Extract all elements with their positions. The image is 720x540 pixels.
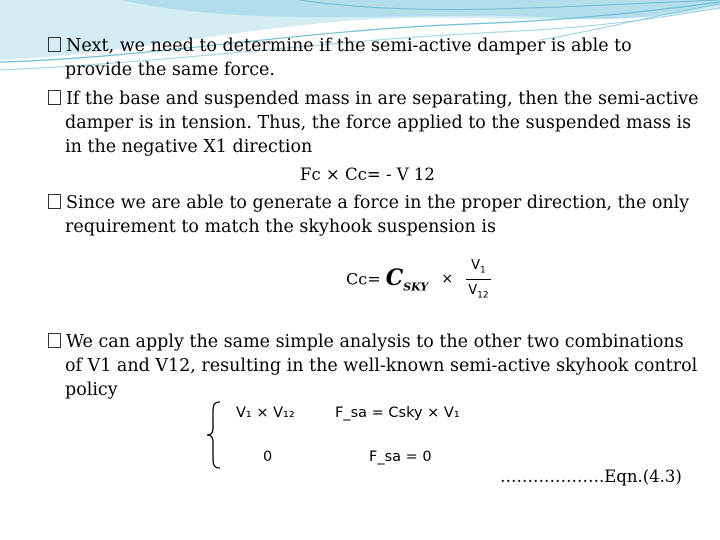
den-sub: 12 bbox=[477, 290, 489, 301]
bullet-box-icon bbox=[48, 333, 61, 348]
num-sub: 1 bbox=[479, 265, 486, 276]
bullet-box-icon bbox=[48, 37, 61, 52]
bullet-2 bbox=[48, 87, 705, 159]
result-1: F_sa = Csky × V₁ bbox=[335, 405, 460, 421]
bullet-4-text: We can apply the same simple analysis to the other two combinations of V1 and V12, resulting in the well-known semi-active skyhook control policy bbox=[65, 332, 698, 400]
v1-over-v12-fraction bbox=[466, 258, 490, 300]
formula-cc-lhs: Cc= bbox=[346, 269, 381, 289]
times-sign: × bbox=[441, 271, 454, 288]
equation-reference bbox=[500, 467, 682, 486]
bullet-box-icon bbox=[48, 194, 61, 209]
csky-symbol bbox=[385, 264, 429, 294]
equation-reference-text: ……………….Eqn.(4.3) bbox=[500, 467, 682, 486]
bullet-1-text: Next, we need to determine if the semi-active damper is able to provide the same force. bbox=[65, 36, 632, 80]
formula-fc-cc bbox=[300, 165, 435, 184]
fraction-denominator bbox=[466, 283, 490, 301]
bullet-4 bbox=[48, 330, 705, 402]
condition-1: V₁ × V₁₂ bbox=[236, 405, 295, 421]
num-v: V bbox=[471, 258, 480, 273]
den-v: V bbox=[468, 282, 478, 298]
fraction-bar bbox=[466, 279, 490, 280]
bullet-3 bbox=[48, 191, 705, 239]
bullet-1 bbox=[48, 34, 685, 82]
formula-fc-cc-text: Fc × Cc= - V 12 bbox=[300, 165, 435, 184]
fraction-numerator bbox=[466, 258, 490, 276]
bullet-2-text: If the base and suspended mass in are separating, then the semi-active damper is in tension. Thus, the force applied to the suspended mass is in the negative X1 direction bbox=[65, 89, 699, 157]
left-brace bbox=[204, 400, 224, 470]
bullet-3-text: Since we are able to generate a force in the proper direction, the only requirement to match the skyhook suspension is bbox=[65, 193, 690, 237]
formula-cc-csky bbox=[346, 258, 491, 300]
csky-letter: C bbox=[385, 264, 404, 291]
result-2: F_sa = 0 bbox=[369, 449, 432, 465]
csky-subscript: SKY bbox=[403, 280, 429, 294]
bullet-box-icon bbox=[48, 90, 61, 105]
condition-2: 0 bbox=[263, 449, 273, 465]
